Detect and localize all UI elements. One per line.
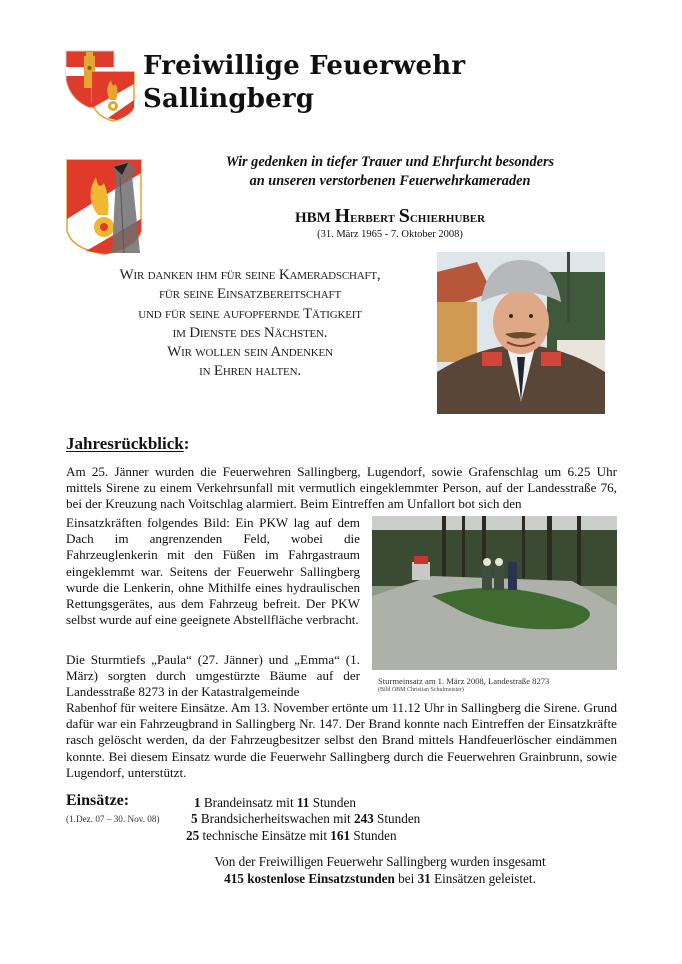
einsatz-unit: Stunden [350,827,397,843]
last-initial: S [398,205,410,227]
first-initial: H [334,205,351,227]
einsatz-row [186,828,420,844]
last-name-rest: chierhuber [409,210,486,226]
einsatz-unit: Stunden [309,795,356,810]
summary-line-2 [190,870,570,887]
section-heading-review [66,434,189,454]
einsaetze-heading: Einsätze: [66,792,130,809]
rank: HBM [294,210,331,226]
photo-credit: (Bild OBM Christian Schulmeister) [378,687,464,693]
summary-mid: bei [394,871,418,886]
einsatz-count: 25 [186,827,200,843]
einsatz-count: 5 [191,811,198,827]
einsatz-label: Brandeinsatz mit [200,795,297,810]
einsatz-hours: 11 [296,795,310,810]
coat-of-arms-logo [64,48,136,122]
memorial-intro [190,153,590,191]
summary-hours: 415 kostenlose Einsatzstunden [224,871,395,886]
thanks-line: Wir danken ihm für seine Kameradschaft, [119,267,381,283]
summary-line-1: Von der Freiwilligen Feuerwehr Sallingberg wurden insgesamt [214,854,546,869]
einsatz-hours: 161 [330,827,351,843]
portrait-photo [437,252,605,414]
thanks-line: im Dienste des Nächsten. [172,324,328,341]
heading-text: Jahresrückblick [66,434,184,453]
mourning-emblem [66,159,142,255]
einsatz-label: technische Einsätze mit [199,827,331,843]
thanks-line: und für seine aufopfernde Tätigkeit [138,305,362,322]
title-line-1: Freiwillige Feuerwehr [143,51,466,81]
title-line-2: Sallingberg [143,84,315,114]
thanks-text [80,266,420,382]
thanks-line: in Ehren halten. [199,363,301,380]
einsatz-row [186,795,420,811]
einsatz-row [186,811,420,827]
einsatz-unit: Stunden [373,811,421,827]
summary-end: Einsätzen geleistet. [430,871,536,886]
review-paragraph-2-cont: Rabenhof für weitere Einsätze. Am 13. November ertönte um 11.12 Uhr in Sallingberg die Sirene. Grund dafür war ein Fahrzeugbrand in Sallingberg Nr. 147. Der Brand konnte nach Eintreffen der Einsatzkräfte rasch gelöscht werden, da der Fahrzeugbesitzer selbst den Brand mittels Handfeuerlöscher eindämmen konnte. Bei diesem Einsatz wurde die Feuerwehr Sallingberg durch die Feuerwehren Grainbrunn, sowie Lugendorf, unterstützt. [66,700,617,780]
einsatz-label: Brandsicherheitswachen mit [197,811,354,827]
page-title [143,50,465,116]
deceased-name [190,206,590,228]
thanks-line: Wir wollen sein Andenken [167,344,333,361]
thanks-line: für seine Einsatzbereitschaft [159,286,341,303]
review-paragraph-2: Die Sturmtiefs „Paula“ (27. Jänner) und „Emma“ (1. März) sorgten durch umgestürzte Bäume auf der Landesstraße 8273 in der Katastralgemeinde [66,652,360,700]
intro-line-2: an unseren verstorbenen Feuerwehrkameraden [249,173,531,189]
review-paragraph-1-cont: Einsatzkräften folgendes Bild: Ein PKW lag auf dem Dach im angrenzenden Feld, wobei die Fahrzeuglenkerin mit den Füßen im Fahrgastraum eingeklemmt war. Seitens der Feuerwehr Sallingberg wurde die Lenkerin, ohne Mithilfe eines hydraulischen Rettungsgerätes, aus dem Fahrzeug befreit. Der PKW selbst wurde auf eine geeignete Abstellfläche verbracht. [66,515,360,628]
summary [190,853,570,887]
review-paragraph-1: Am 25. Jänner wurden die Feuerwehren Sallingberg, Lugendorf, sowie Grafenschlag um 6.25 Uhr mittels Sirene zu einem Verkehrsunfall mit vermutlich eingeklemmter Person, auf der Landesstraße 76, bei der Kreuzung nach Voitschlag alarmiert. Beim Eintreffen am Unfallort bot sich den [66,464,617,512]
first-name-rest: erbert [350,210,395,226]
intro-line-1: Wir gedenken in tiefer Trauer und Ehrfurcht besonders [225,154,555,170]
photo-caption: Sturmeinsatz am 1. März 2008, Landestraße 8273 [378,676,550,686]
einsatz-count: 1 [194,795,201,810]
life-dates: (31. März 1965 - 7. Oktober 2008) [317,229,463,240]
storm-road-photo [372,516,617,670]
einsaetze-list [186,795,420,844]
einsatz-hours: 243 [353,811,374,827]
heading-colon: : [183,434,190,453]
einsaetze-period: (1.Dez. 07 – 30. Nov. 08) [66,814,160,824]
summary-count: 31 [417,871,431,886]
